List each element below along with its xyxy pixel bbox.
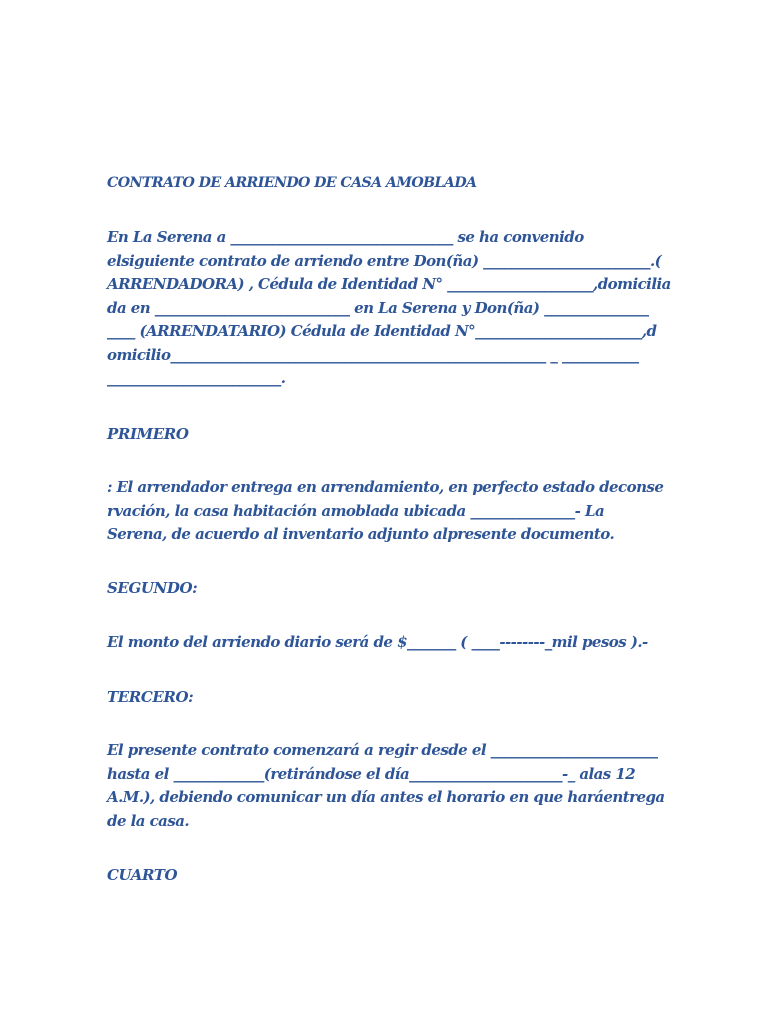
clause-body-primero xyxy=(107,476,667,547)
clause-heading-primero: PRIMERO xyxy=(107,425,189,443)
clause-body-tercero xyxy=(107,739,667,833)
clause-heading-cuarto: CUARTO xyxy=(107,866,178,884)
clause-line: : El arrendador entrega en arrendamiento, en perfecto estado deconse xyxy=(107,478,664,496)
clause-body-segundo xyxy=(107,631,667,655)
intro-line: ARRENDADORA) , Cédula de Identidad N° _____________________,domicilia xyxy=(107,275,671,293)
clause-line: El presente contrato comenzará a regir desde el ________________________ xyxy=(107,741,658,759)
document-title: CONTRATO DE ARRIENDO DE CASA AMOBLADA xyxy=(107,175,477,191)
clause-heading-segundo: SEGUNDO: xyxy=(107,579,198,597)
intro-line: da en ____________________________ en La Serena y Don(ña) _______________ xyxy=(107,298,649,317)
clause-line: de la casa. xyxy=(107,811,190,830)
clause-line: rvación, la casa habitación amoblada ubicada _______________- La xyxy=(107,501,605,520)
intro-line: _________________________. xyxy=(107,369,286,387)
intro-line: ____ (ARRENDATARIO) Cédula de Identidad N°________________________,d xyxy=(107,322,657,340)
clause-line: El monto del arriendo diario será de $_______ ( ____--------_mil pesos ).- xyxy=(107,633,648,651)
intro-line: En La Serena a ________________________________ se ha convenido xyxy=(107,228,584,246)
clause-line: Serena, de acuerdo al inventario adjunto alpresente documento. xyxy=(107,525,615,543)
intro-paragraph xyxy=(107,226,671,391)
clause-heading-tercero: TERCERO: xyxy=(107,688,194,706)
clause-line: A.M.), debiendo comunicar un día antes el horario en que haráentrega xyxy=(107,788,665,806)
intro-line: elsiguiente contrato de arriendo entre Don(ña) ________________________.( xyxy=(107,251,662,270)
clause-line: hasta el _____________(retirándose el día______________________-_ alas 12 xyxy=(107,764,636,783)
intro-line: omicilio______________________________________________________ _ ___________ xyxy=(107,345,639,364)
